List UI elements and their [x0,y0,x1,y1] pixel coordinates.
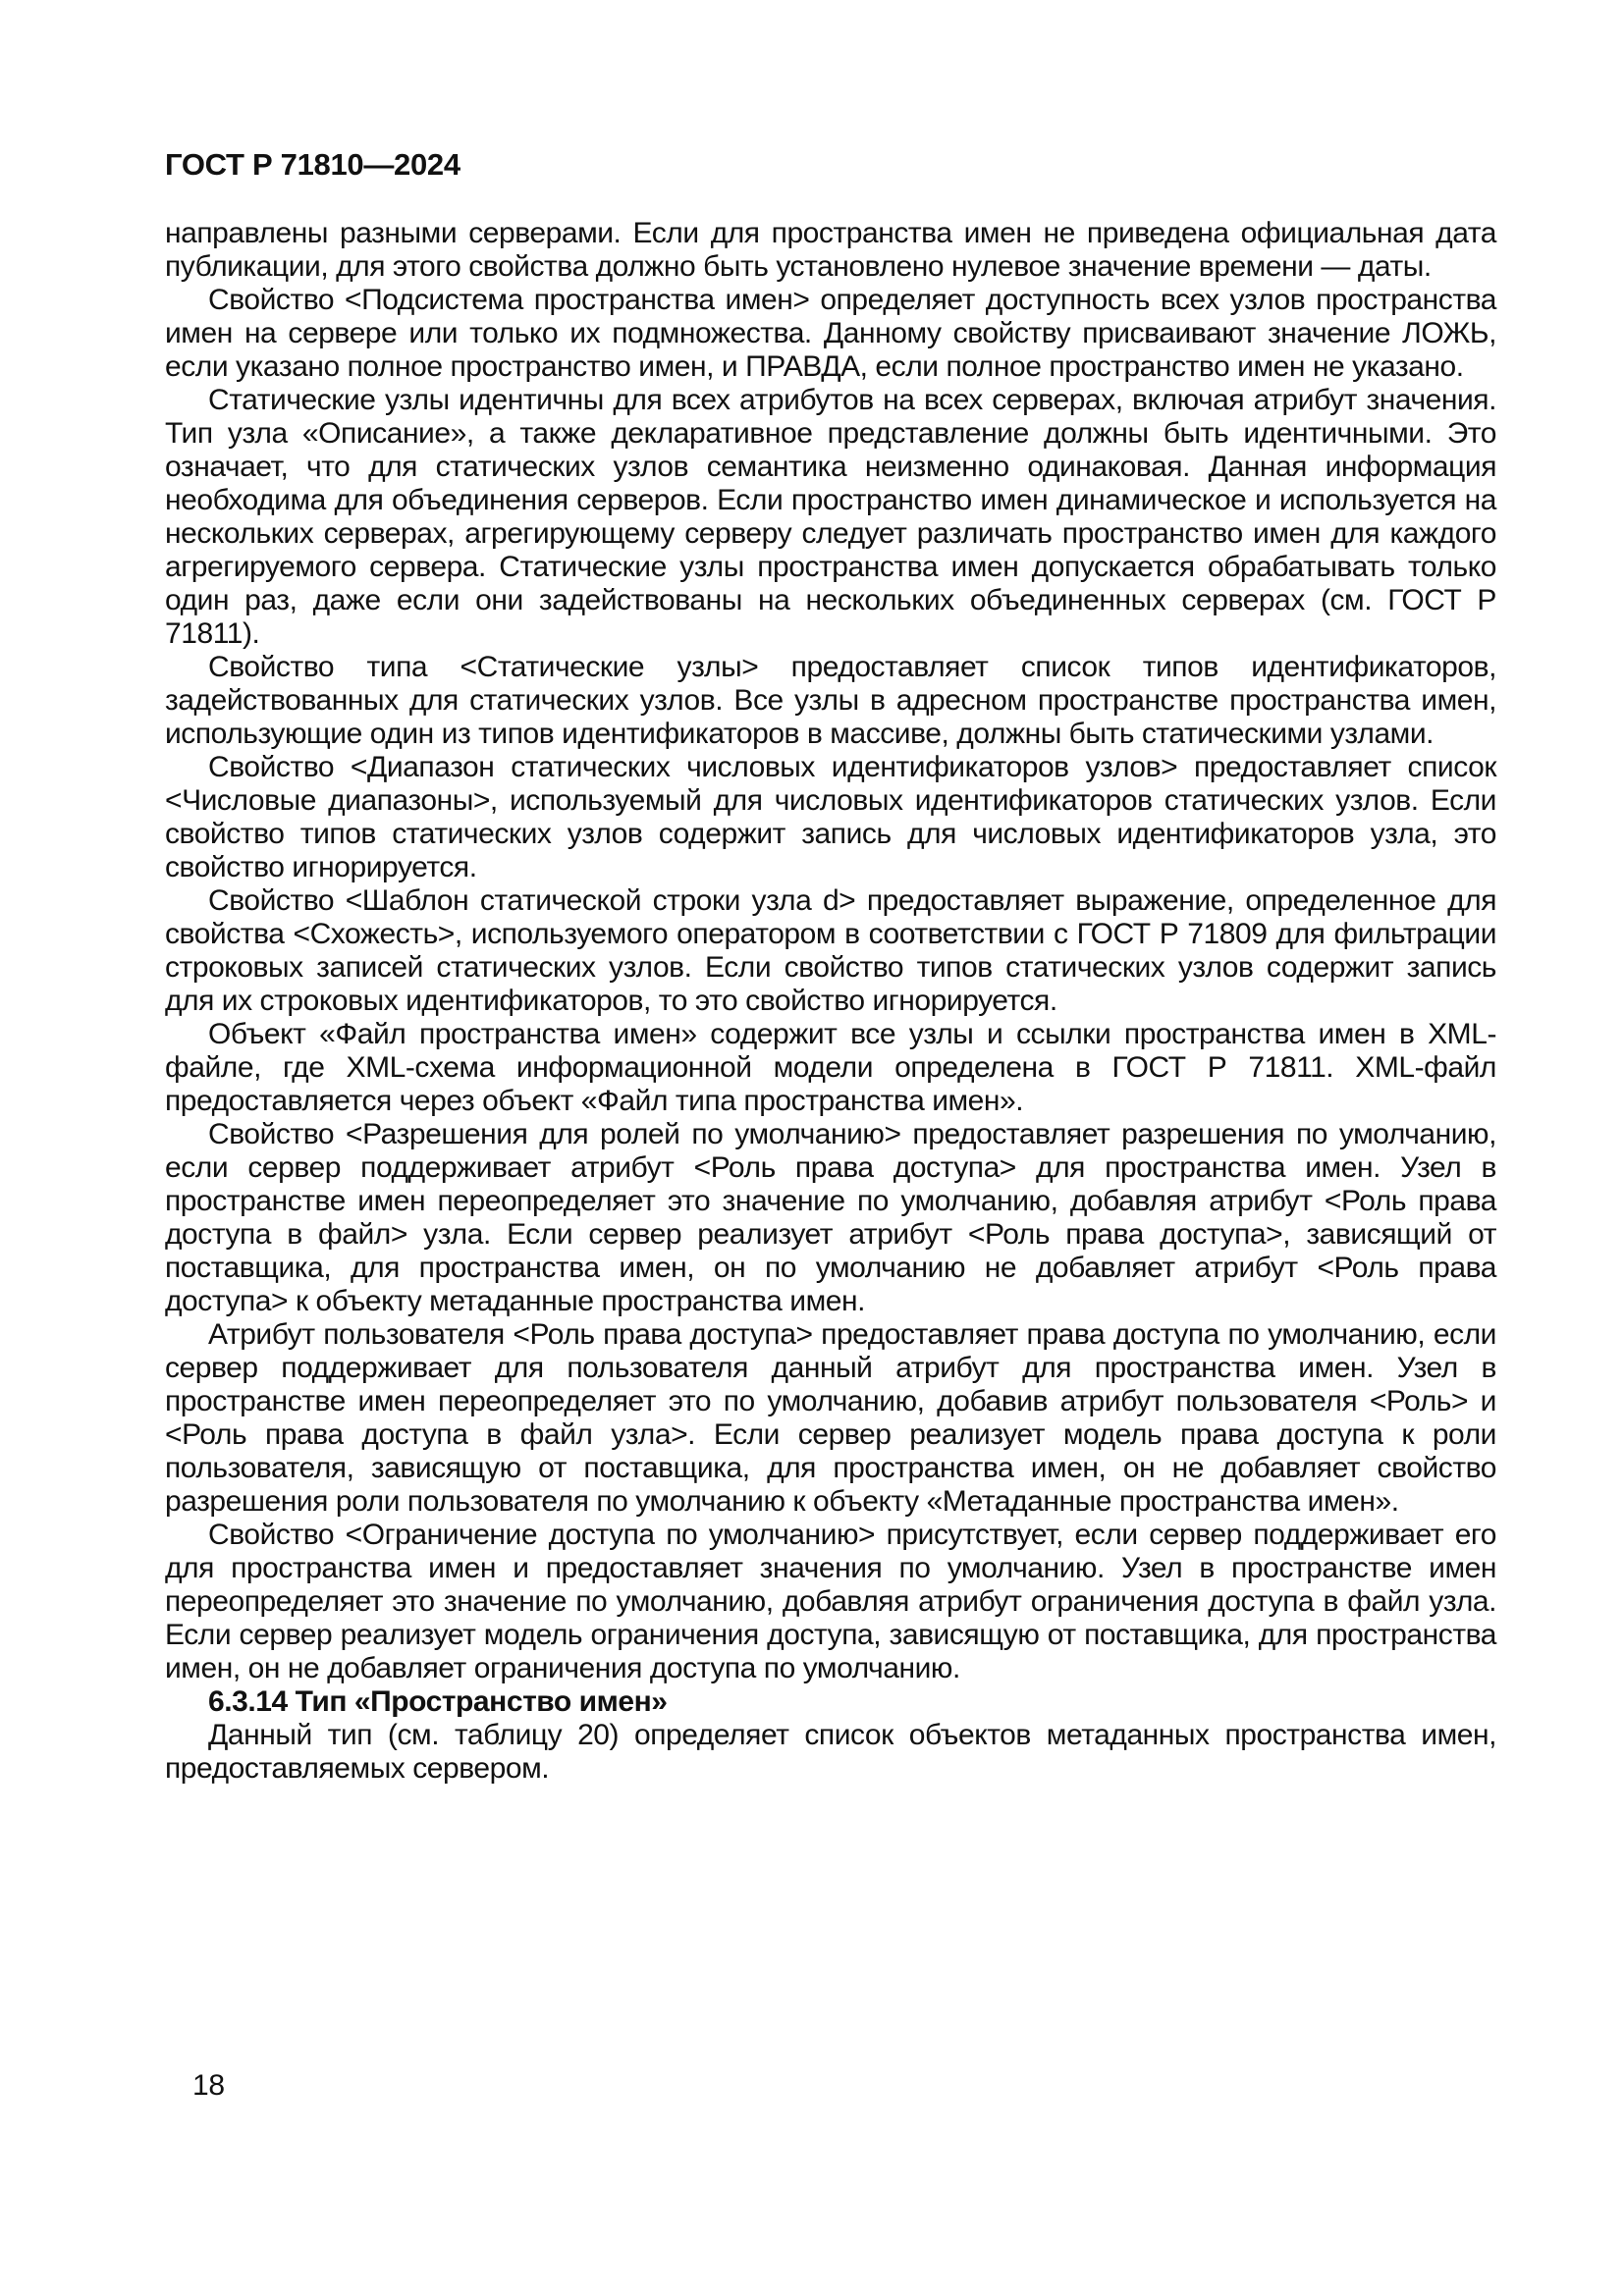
standard-code-header: ГОСТ Р 71810—2024 [165,147,460,182]
document-body [165,217,1496,1786]
page-number: 18 [192,2069,225,2102]
body-paragraph: Свойство <Шаблон статической строки узла d> предоставляет выражение, определенное для свойства <Схожесть>, используемого оператором в соответствии с ГОСТ Р 71809 для фильтрации строковых записей статических узлов. Если свойство типов статических узлов содержит запись для их строковых идентификаторов, то это свойство игнорируется. [165,884,1496,1017]
body-paragraph: Статические узлы идентичны для всех атрибутов на всех серверах, включая атрибут значения. Тип узла «Описание», а также декларативное представление должны быть идентичными. Это означает, что для статических узлов семантика неизменно одинаковая. Данная информация необходима для объединения серверов. Если пространство имен динамическое и используется на нескольких серверах, агрегирующему серверу следует различать пространство имен для каждого агрегируемого сервера. Статические узлы пространства имен допускается обрабатывать только один раз, даже если они задействованы на нескольких объединенных серверах (см. ГОСТ Р 71811). [165,384,1496,650]
section-heading: 6.3.14 Тип «Пространство имен» [208,1685,668,1718]
body-paragraph: Свойство <Подсистема пространства имен> определяет доступность всех узлов пространства имен на сервере или только их подмножества. Данному свойству присваивают значение ЛОЖЬ, если указано полное пространство имен, и ПРАВДА, если полное пространство имен не указано. [165,284,1496,383]
body-paragraph: Свойство <Разрешения для ролей по умолчанию> предоставляет разрешения по умолчанию, если сервер поддерживает атрибут <Роль права доступа> для пространства имен. Узел в пространстве имен переопределяет это значение по умолчанию, добавляя атрибут <Роль права доступа в файл> узла. Если сервер реализует атрибут <Роль права доступа>, зависящий от поставщика, для пространства имен, он по умолчанию не добавляет атрибут <Роль права доступа> к объекту метаданные пространства имен. [165,1118,1496,1317]
body-paragraph: Объект «Файл пространства имен» содержит все узлы и ссылки пространства имен в XML-файле, где XML-схема информационной модели определена в ГОСТ Р 71811. XML-файл предоставляется через объект «Файл типа пространства имен». [165,1018,1496,1117]
body-paragraph: направлены разными серверами. Если для пространства имен не приведена официальная дата публикации, для этого свойства должно быть установлено нулевое значение времени — даты. [165,217,1496,283]
body-paragraph: Атрибут пользователя <Роль права доступа> предоставляет права доступа по умолчанию, если сервер поддерживает для пользователя данный атрибут для пространства имен. Узел в пространстве имен переопределяет это по умолчанию, добавив атрибут пользователя <Роль> и <Роль права доступа в файл узла>. Если сервер реализует модель права доступа к роли пользователя, зависящую от поставщика, для пространства имен, он не добавляет свойство разрешения роли пользователя по умолчанию к объекту «Метаданные пространства имен». [165,1318,1496,1518]
body-paragraph: Свойство <Ограничение доступа по умолчанию> присутствует, если сервер поддерживает его для пространства имен и предоставляет значения по умолчанию. Узел в пространстве имен переопределяет это значение по умолчанию, добавляя атрибут ограничения доступа в файл узла. Если сервер реализует модель ограничения доступа, зависящую от поставщика, для пространства имен, он не добавляет ограничения доступа по умолчанию. [165,1519,1496,1684]
body-paragraph: Свойство типа <Статические узлы> предоставляет список типов идентификаторов, задействованных для статических узлов. Все узлы в адресном пространстве пространства имен, использующие один из типов идентификаторов в массиве, должны быть статическими узлами. [165,651,1496,750]
body-paragraph: Данный тип (см. таблицу 20) определяет список объектов метаданных пространства имен, предоставляемых сервером. [165,1719,1496,1785]
body-paragraph: Свойство <Диапазон статических числовых идентификаторов узлов> предоставляет список <Числовые диапазоны>, используемый для числовых идентификаторов статических узлов. Если свойство типов статических узлов содержит запись для числовых идентификаторов узла, это свойство игнорируется. [165,751,1496,883]
